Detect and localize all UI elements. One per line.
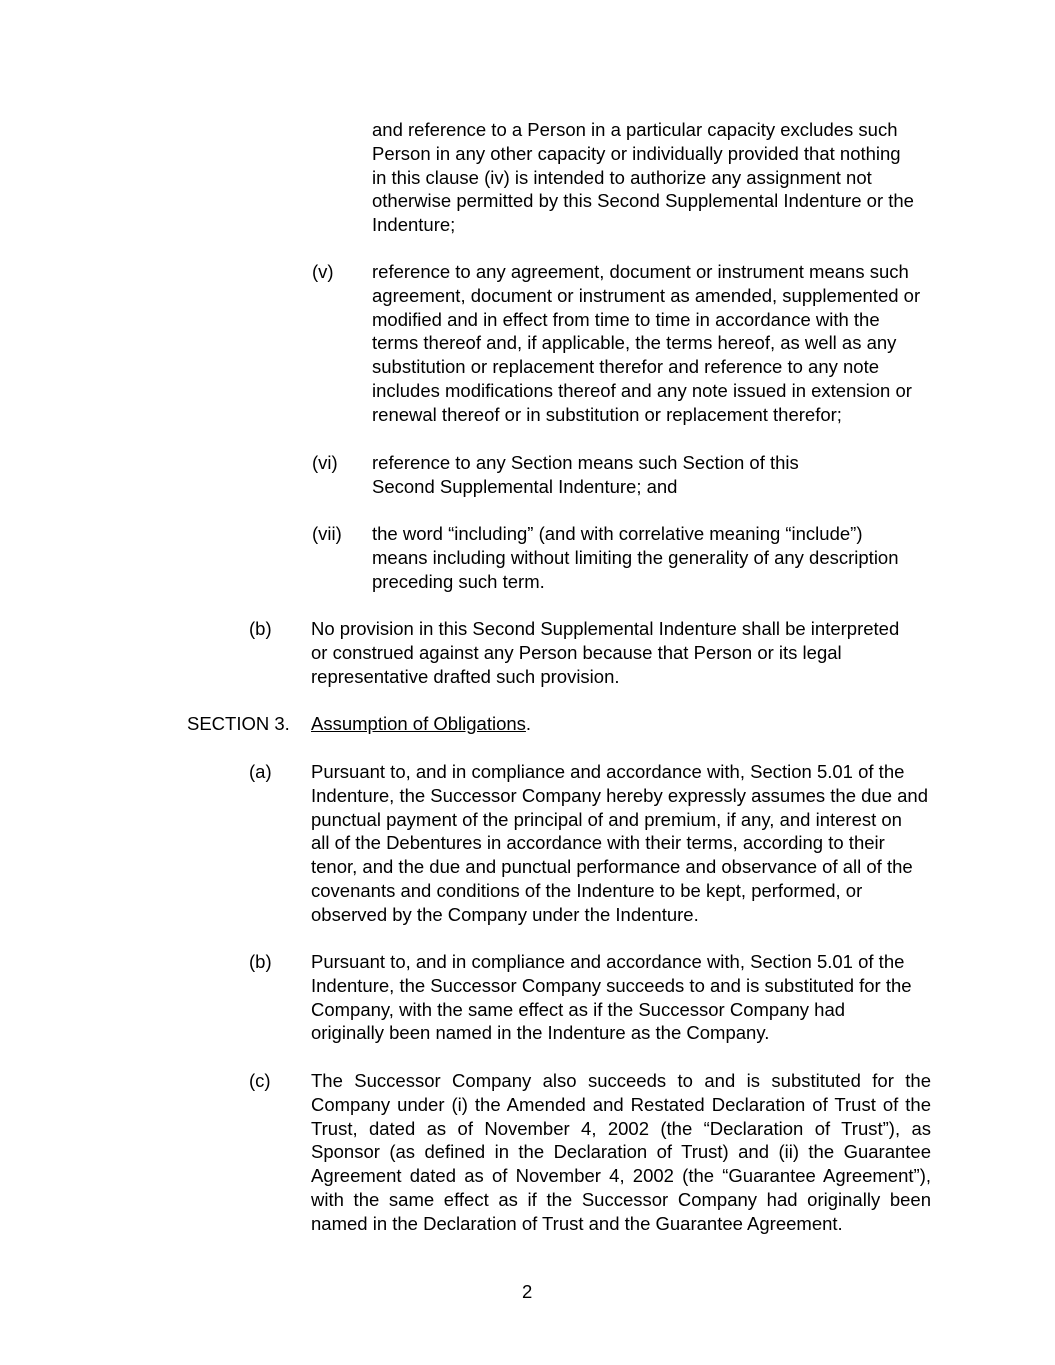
clause-vii-text: [372, 522, 932, 593]
section3-c-text: [311, 1069, 931, 1236]
section-title: Assumption of Obligations: [311, 713, 526, 734]
text-line: modified and in effect from time to time in accordance with the: [372, 308, 880, 330]
text-line: Trust, dated as of November 4, 2002 (the “Declaration of Trust”), as: [311, 1117, 931, 1139]
clause-label: (vi): [312, 452, 338, 473]
text-line: agreement, document or instrument as amended, supplemented or: [372, 284, 921, 306]
text-line: Pursuant to, and in compliance and accordance with, Section 5.01 of the: [311, 761, 905, 782]
text-line: and reference to a Person in a particular capacity excludes such: [372, 119, 898, 140]
text-line: The Successor Company also succeeds to and is substituted for the: [311, 1070, 931, 1091]
text-line: Sponsor (as defined in the Declaration of Trust) and (ii) the Guarantee: [311, 1141, 931, 1163]
text-line: substitution or replacement therefor and reference to any note: [372, 356, 879, 378]
text-line: reference to any agreement, document or instrument means such: [372, 261, 909, 282]
text-line: Person in any other capacity or individually provided that nothing: [372, 142, 901, 164]
text-line: named in the Declaration of Trust and the Guarantee Agreement.: [311, 1212, 843, 1234]
text-line: includes modifications thereof and any note issued in extension or: [372, 379, 912, 401]
paragraph-label: (a): [249, 761, 272, 782]
paragraph-label: (c): [249, 1070, 271, 1091]
text-line: Pursuant to, and in compliance and accordance with, Section 5.01 of the: [311, 951, 905, 972]
section-title-punctuation: .: [525, 713, 532, 734]
paragraph-label: (b): [249, 951, 272, 972]
text-line: with the same effect as if the Successor Company had originally been: [311, 1188, 931, 1210]
text-line: Second Supplemental Indenture; and: [372, 475, 678, 497]
paragraph-label: (b): [249, 618, 272, 639]
text-line: terms thereof and, if applicable, the terms hereof, as well as any: [372, 332, 897, 354]
section3-a-text: [311, 760, 933, 927]
paragraph-b-text: [311, 617, 933, 688]
clause-vi-text: [372, 451, 932, 499]
section-number: SECTION 3.: [187, 713, 290, 734]
text-line: reference to any Section means such Section of this: [372, 452, 799, 473]
text-line: otherwise permitted by this Second Supplemental Indenture or the: [372, 190, 914, 212]
text-line: Company under (i) the Amended and Restated Declaration of Trust of the: [311, 1093, 931, 1115]
text-line: tenor, and the due and punctual performance and observance of all of the: [311, 856, 913, 878]
text-line: Agreement dated as of November 4, 2002 (the “Guarantee Agreement”),: [311, 1165, 931, 1187]
text-line: Company, with the same effect as if the Successor Company had: [311, 998, 846, 1020]
text-line: Indenture, the Successor Company succeeds to and is substituted for the: [311, 974, 912, 996]
section-heading: [311, 712, 531, 736]
text-line: means including without limiting the generality of any description: [372, 546, 899, 568]
section3-b-text: [311, 950, 933, 1045]
text-line: preceding such term.: [372, 570, 545, 592]
text-line: the word “including” (and with correlative meaning “include”): [372, 523, 863, 544]
text-line: in this clause (iv) is intended to authorize any assignment not: [372, 166, 872, 188]
text-line: Indenture;: [372, 214, 456, 236]
page-number: 2: [522, 1281, 533, 1302]
clause-iv-continuation: [372, 118, 932, 237]
text-line: covenants and conditions of the Indenture to be kept, performed, or: [311, 879, 863, 901]
text-line: punctual payment of the principal of and premium, if any, and interest on: [311, 808, 902, 830]
clause-v-text: [372, 260, 932, 427]
text-line: renewal thereof or in substitution or replacement therefor;: [372, 403, 842, 425]
text-line: representative drafted such provision.: [311, 665, 620, 687]
clause-label: (v): [312, 261, 334, 282]
text-line: or construed against any Person because that Person or its legal: [311, 641, 842, 663]
text-line: No provision in this Second Supplemental Indenture shall be interpreted: [311, 618, 900, 639]
clause-label: (vii): [312, 523, 342, 544]
text-line: Indenture, the Successor Company hereby expressly assumes the due and: [311, 784, 929, 806]
text-line: all of the Debentures in accordance with their terms, according to their: [311, 832, 885, 854]
text-line: observed by the Company under the Indenture.: [311, 903, 699, 925]
text-line: originally been named in the Indenture as the Company.: [311, 1022, 770, 1044]
